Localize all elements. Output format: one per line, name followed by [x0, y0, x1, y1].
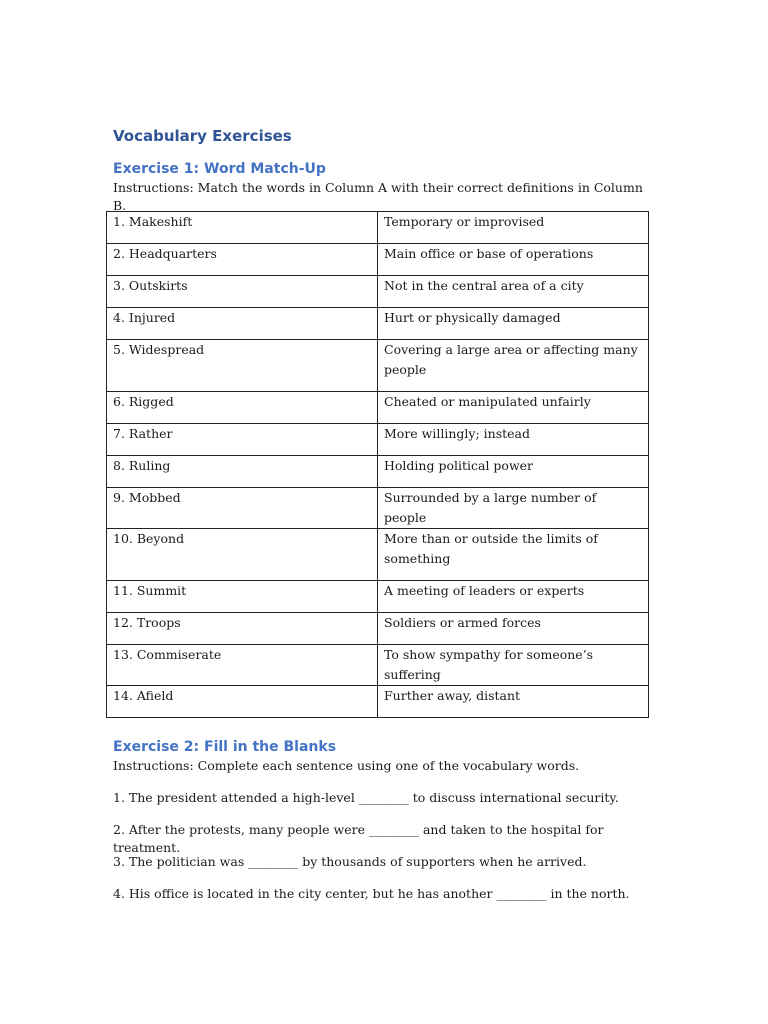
page-title: Vocabulary Exercises [113, 127, 292, 145]
table-row [107, 244, 649, 276]
fill-in-sentence: 3. The politician was ________ by thousands of supporters when he arrived. [113, 854, 587, 869]
table-row [107, 581, 649, 613]
word-cell: 3. Outskirts [107, 276, 378, 308]
document-page [113, 125, 653, 901]
table-row [107, 645, 649, 686]
word-cell: 13. Commiserate [107, 645, 378, 686]
fill-in-sentence: 4. His office is located in the city center, but he has another ________ in the north. [113, 886, 630, 901]
table-row [107, 613, 649, 645]
definition-cell: More than or outside the limits of something [378, 529, 649, 581]
definition-cell: To show sympathy for someone’s suffering [378, 645, 649, 686]
exercise-2-instructions: Instructions: Complete each sentence using one of the vocabulary words. [113, 758, 580, 773]
fill-in-sentence: 2. After the protests, many people were ________ and taken to the hospital for treatment. [113, 822, 604, 855]
word-cell: 6. Rigged [107, 392, 378, 424]
word-cell: 12. Troops [107, 613, 378, 645]
word-cell: 5. Widespread [107, 340, 378, 392]
definition-cell: Soldiers or armed forces [378, 613, 649, 645]
sentence-list [113, 789, 673, 917]
table-row [107, 308, 649, 340]
exercise-2-heading: Exercise 2: Fill in the Blanks [113, 739, 337, 755]
table-row [107, 212, 649, 244]
word-cell: 8. Ruling [107, 456, 378, 488]
exercise-1-instructions: Instructions: Match the words in Column A with their correct definitions in Column B. [113, 180, 643, 213]
table-row [107, 424, 649, 456]
exercise-2-section [113, 737, 673, 917]
word-cell: 2. Headquarters [107, 244, 378, 276]
word-cell: 1. Makeshift [107, 212, 378, 244]
table-row [107, 392, 649, 424]
table-row [107, 276, 649, 308]
definition-cell: Cheated or manipulated unfairly [378, 392, 649, 424]
definition-cell: Surrounded by a large number of people [378, 488, 649, 529]
definition-cell: Main office or base of operations [378, 244, 649, 276]
definition-cell: Further away, distant [378, 686, 649, 718]
definition-cell: A meeting of leaders or experts [378, 581, 649, 613]
word-match-table [106, 211, 649, 718]
word-cell: 7. Rather [107, 424, 378, 456]
word-cell: 9. Mobbed [107, 488, 378, 529]
word-cell: 11. Summit [107, 581, 378, 613]
fill-in-sentence: 1. The president attended a high-level ________ to discuss international security. [113, 790, 619, 805]
exercise-1-heading: Exercise 1: Word Match-Up [113, 161, 326, 177]
table-row [107, 340, 649, 392]
table-row [107, 686, 649, 718]
table-row [107, 529, 649, 581]
table-row [107, 456, 649, 488]
word-cell: 14. Afield [107, 686, 378, 718]
definition-cell: Not in the central area of a city [378, 276, 649, 308]
word-cell: 10. Beyond [107, 529, 378, 581]
definition-cell: Holding political power [378, 456, 649, 488]
definition-cell: Covering a large area or affecting many people [378, 340, 649, 392]
definition-cell: Hurt or physically damaged [378, 308, 649, 340]
definition-cell: More willingly; instead [378, 424, 649, 456]
definition-cell: Temporary or improvised [378, 212, 649, 244]
table-row [107, 488, 649, 529]
word-cell: 4. Injured [107, 308, 378, 340]
